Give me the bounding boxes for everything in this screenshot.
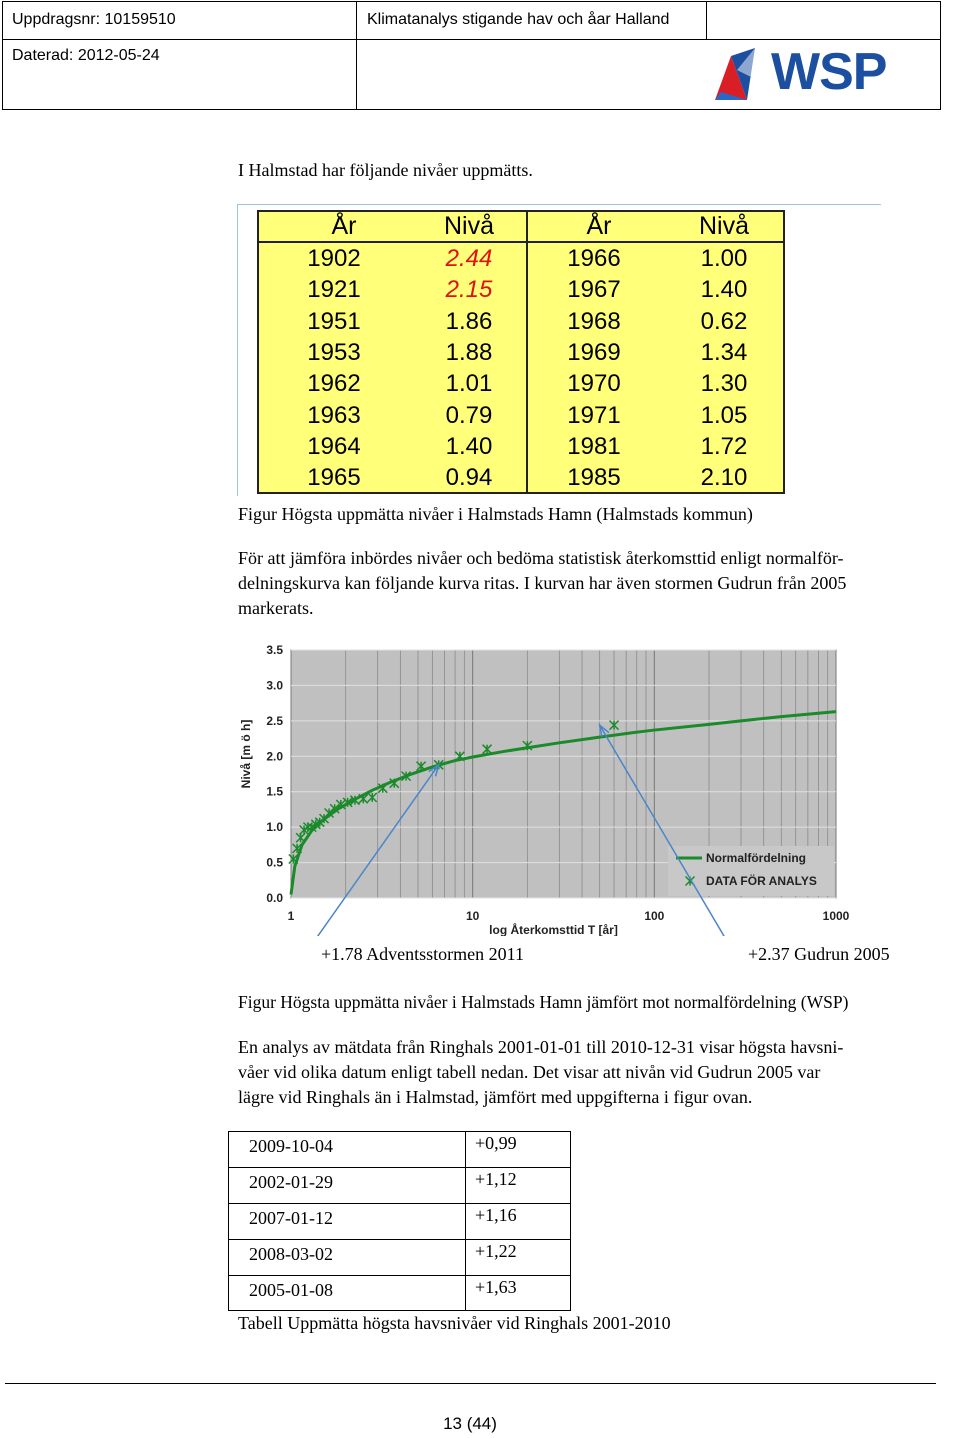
paragraph-2-line-2: våer vid olika datum enligt tabell nedan. Det visar att nivån vid Gudrun 2005 var [238, 1062, 821, 1082]
wsp-logo [709, 42, 939, 108]
table-cell-year: 1970 [567, 370, 621, 398]
document-title: Klimatanalys stigande hav och åar Halland [367, 11, 670, 28]
y-tick-label: 1.5 [266, 784, 283, 799]
table-cell-year: 1951 [307, 307, 361, 335]
table-cell-date: 2008-03-02 [249, 1244, 333, 1264]
paragraph-1-line-3: markerats. [238, 598, 314, 618]
table-cell-year: 1966 [567, 245, 621, 272]
table-cell-year: 1969 [567, 338, 621, 366]
table-cell-level: 1.40 [700, 276, 748, 304]
x-tick-label: 1000 [822, 909, 850, 923]
figure-caption-1: Figur Högsta uppmätta nivåer i Halmstads Hamn (Halmstads kommun) [238, 504, 753, 524]
table-cell-level: 1.72 [700, 432, 748, 460]
table-cell-year: 1964 [307, 432, 361, 460]
page-header [2, 1, 941, 110]
x-tick-label: 100 [644, 909, 665, 923]
y-tick-label: 2.5 [266, 713, 283, 728]
page-number: 13 (44) [443, 1414, 497, 1433]
y-tick-label: 0.0 [266, 891, 283, 905]
table-cell-date: 2002-01-29 [249, 1172, 333, 1192]
y-axis-label: Nivå [m ö h] [239, 719, 253, 789]
table-cell-level: 1.01 [445, 370, 493, 398]
wsp-logo-text: WSP [771, 43, 887, 101]
table-cell-year: 1981 [567, 432, 621, 460]
legend-label: Normalfördelning [706, 851, 807, 865]
y-tick-label: 0.5 [266, 855, 283, 870]
table-cell-year: 1965 [307, 464, 361, 492]
table-cell-year: 1953 [307, 338, 361, 366]
chart-svg [236, 636, 876, 936]
table-cell-date: 2009-10-04 [249, 1136, 333, 1156]
x-tick-label: 1 [287, 909, 295, 923]
halmstad-levels-table [257, 210, 785, 494]
table-cell-level: 0.79 [445, 401, 493, 429]
halmstad-levels-figure [237, 204, 881, 496]
paragraph-2-line-1: En analys av mätdata från Ringhals 2001-01-01 till 2010-12-31 visar högsta havsni- [238, 1037, 844, 1057]
table-cell-year: 1971 [567, 401, 621, 429]
annotation-gudrun: +2.37 Gudrun 2005 [748, 944, 890, 964]
figure-caption-2: Figur Högsta uppmätta nivåer i Halmstads Hamn jämfört mot normalfördelning (WSP) [238, 992, 849, 1012]
y-tick-label: 3.0 [266, 678, 283, 693]
y-tick-label: 3.5 [266, 643, 283, 657]
paragraph-2-line-3: lägre vid Ringhals än i Halmstad, jämfört med uppgifterna i figur ovan. [238, 1087, 753, 1107]
table-cell-level: 2.44 [445, 245, 493, 272]
col-header-level: Nivå [698, 212, 749, 240]
table-cell-level: 1.05 [700, 401, 748, 429]
table-cell-level: 1.86 [445, 307, 493, 335]
paragraph-1-line-2: delningskurva kan följande kurva ritas. I kurvan har även stormen Gudrun från 2005 [238, 573, 847, 593]
paragraph-1-line-1: För att jämföra inbördes nivåer och bedöma statistisk återkomsttid enligt normalför- [238, 548, 844, 568]
table-cell-year: 1985 [567, 464, 621, 492]
table-cell-level: 1.00 [700, 245, 748, 272]
y-tick-label: 1.0 [266, 820, 283, 835]
table-cell-level: 0.62 [700, 307, 748, 335]
table-cell-year: 1962 [307, 370, 361, 398]
x-axis-label: log Återkomsttid T [år] [489, 923, 618, 936]
table-cell-year: 1921 [307, 276, 361, 304]
ringhals-levels-table [228, 1131, 571, 1311]
assignment-number: Uppdragsnr: 10159510 [12, 11, 176, 28]
table-cell-date: 2005-01-08 [249, 1280, 333, 1300]
document-date: Daterad: 2012-05-24 [12, 47, 160, 64]
table-cell-level: 1.34 [700, 338, 748, 366]
table-caption: Tabell Uppmätta högsta havsnivåer vid Ringhals 2001-2010 [238, 1313, 671, 1333]
return-period-chart [236, 636, 876, 936]
table-cell-value: +1,63 [475, 1277, 517, 1297]
table-cell-level: 2.15 [445, 276, 493, 304]
intro-text: I Halmstad har följande nivåer uppmätts. [238, 160, 533, 180]
table-cell-level: 0.94 [445, 464, 493, 492]
table-cell-value: +0,99 [475, 1133, 517, 1153]
col-header-year: År [331, 212, 357, 240]
table-cell-year: 1963 [307, 401, 361, 429]
table-cell-value: +1,12 [475, 1169, 517, 1189]
col-header-year: År [586, 212, 612, 240]
table-cell-date: 2007-01-12 [249, 1208, 333, 1228]
col-header-level: Nivå [443, 212, 494, 240]
annotation-adventsstormen: +1.78 Adventsstormen 2011 [321, 944, 524, 964]
table-cell-level: 1.30 [700, 370, 748, 398]
x-tick-label: 10 [465, 909, 480, 923]
table-cell-level: 1.88 [445, 338, 493, 366]
table-cell-year: 1968 [567, 307, 621, 335]
table-cell-year: 1902 [307, 245, 361, 272]
table-cell-value: +1,22 [475, 1241, 517, 1261]
table-cell-level: 1.40 [445, 432, 493, 460]
table-cell-year: 1967 [567, 276, 621, 304]
y-tick-label: 2.0 [266, 749, 283, 764]
footer-divider [5, 1383, 936, 1384]
table-cell-value: +1,16 [475, 1205, 517, 1225]
table-cell-level: 2.10 [700, 464, 748, 492]
legend-label: DATA FÖR ANALYS [706, 874, 817, 888]
